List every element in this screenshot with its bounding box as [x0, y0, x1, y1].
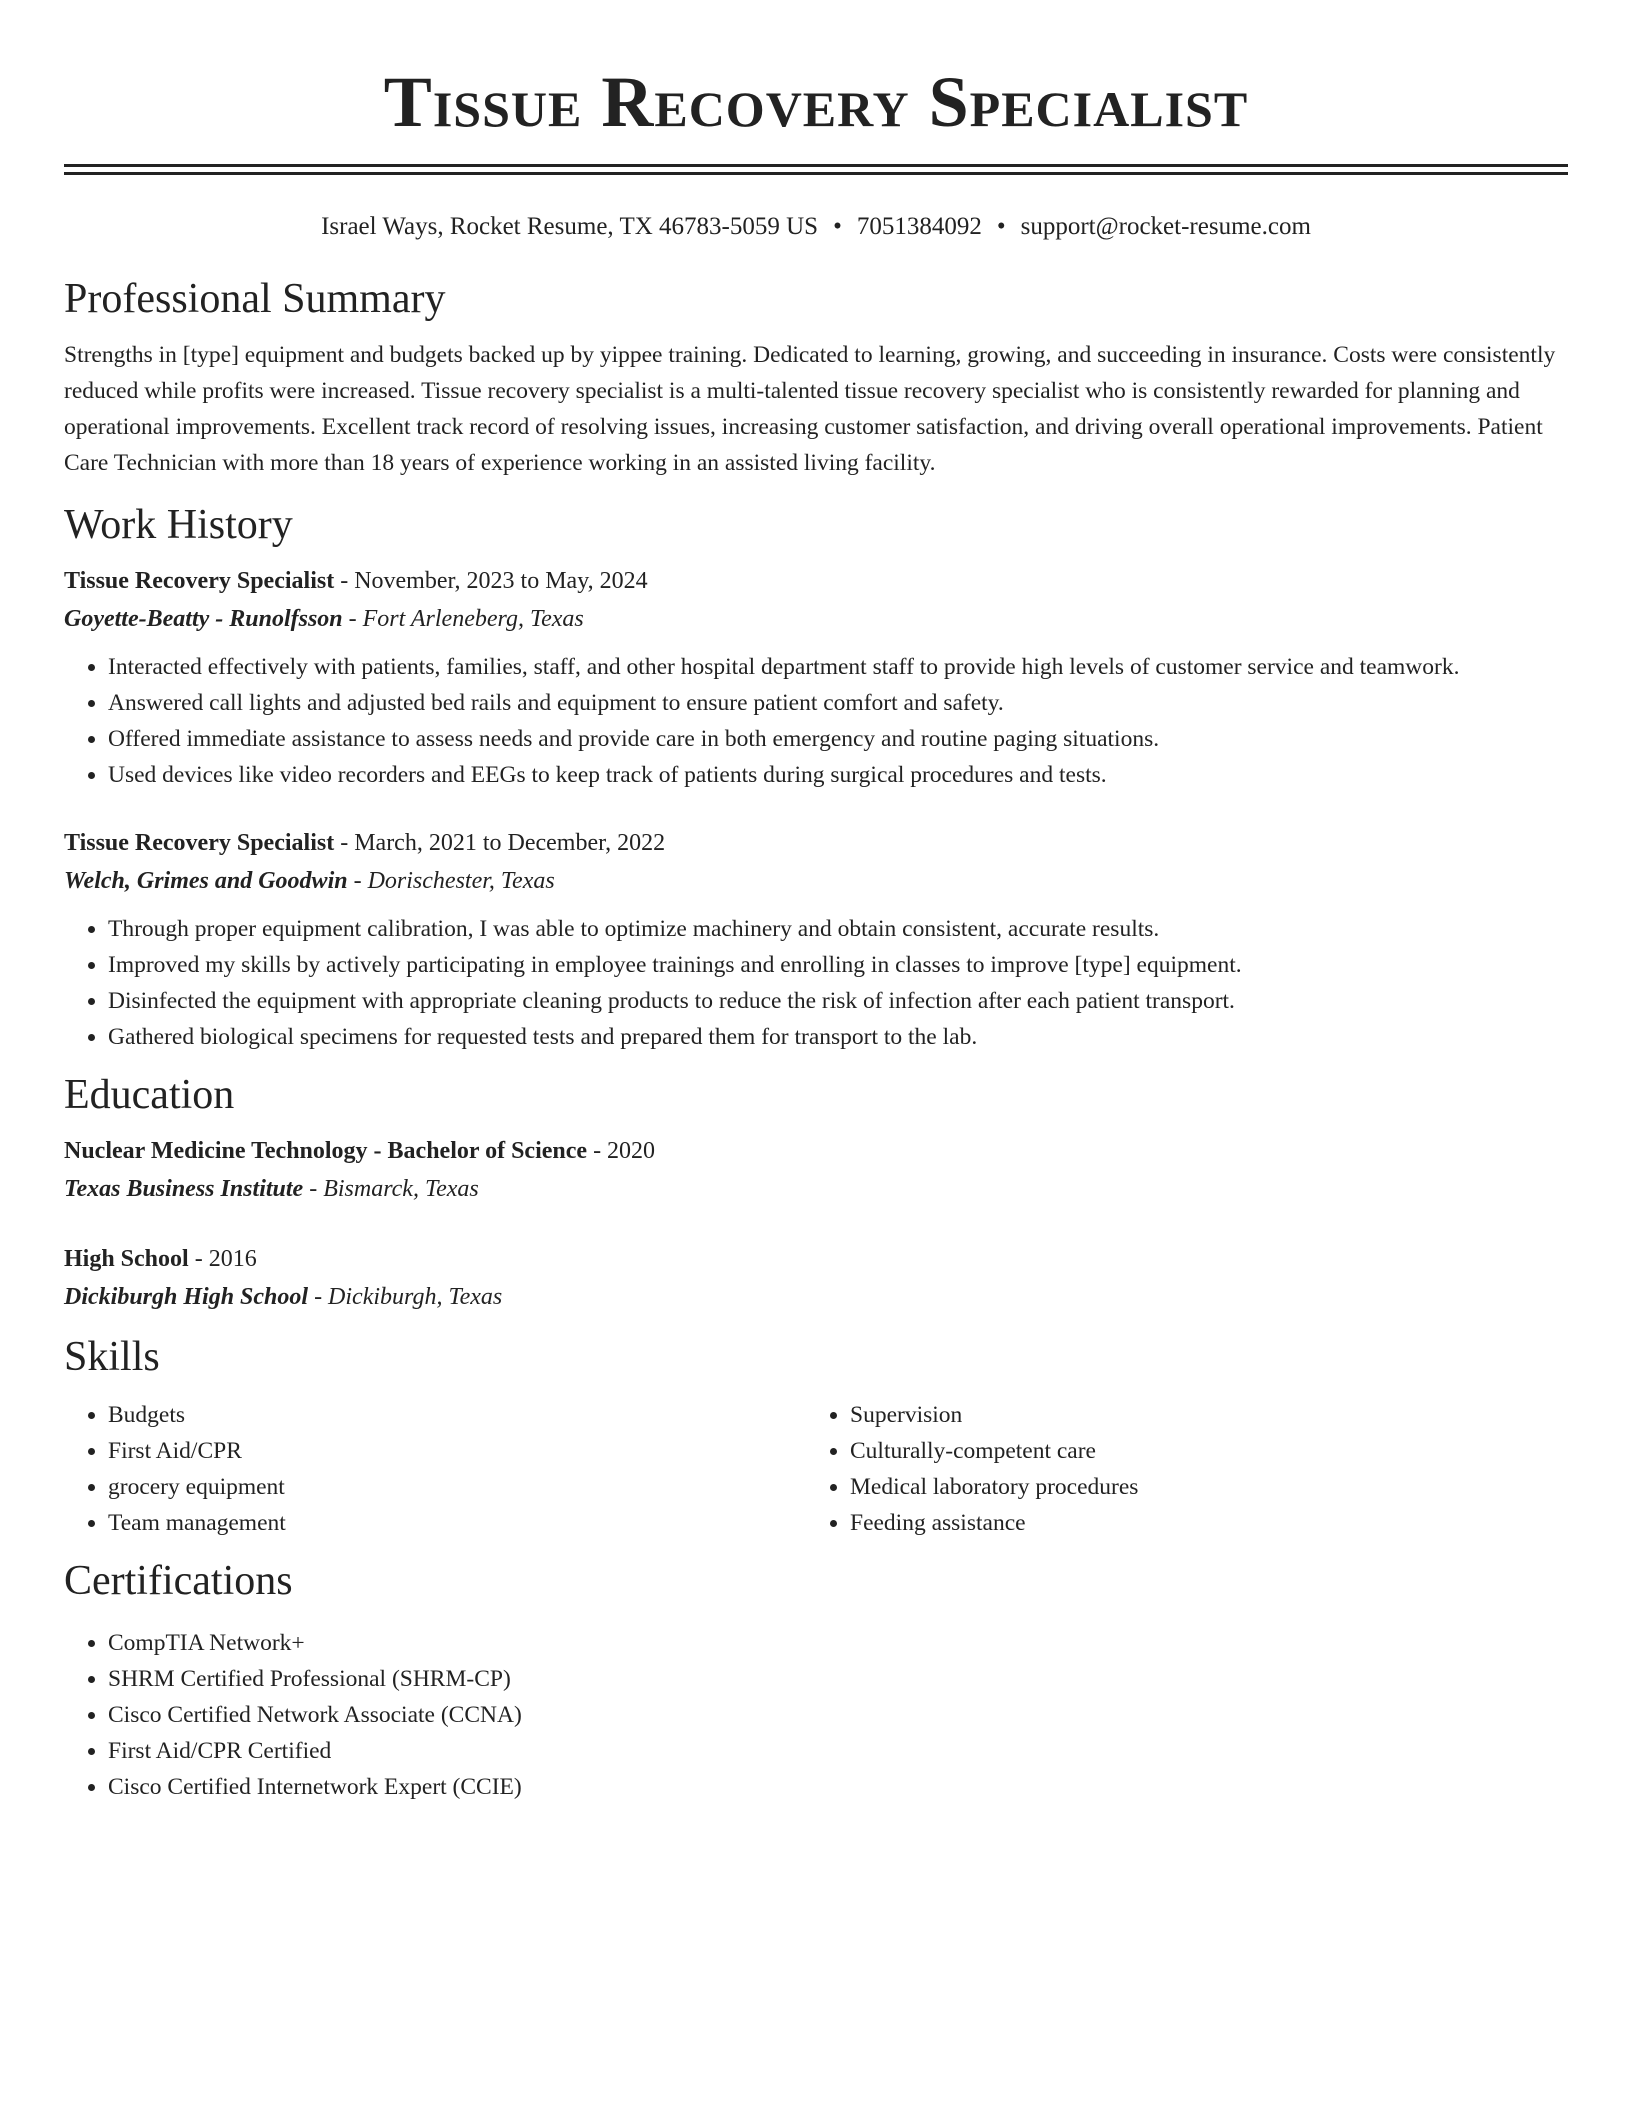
- title-divider-thin: [64, 172, 1568, 175]
- list-item: • Supervision: [850, 1397, 1548, 1433]
- school-location: - Bismarck, Texas: [309, 1176, 479, 1202]
- work-history-heading: Work History: [64, 502, 293, 548]
- list-item: • First Aid/CPR: [108, 1433, 806, 1469]
- job-title-line: [64, 563, 1568, 599]
- list-item: • Answered call lights and adjusted bed rails and equipment to ensure patient comfort and safety.: [108, 685, 1568, 721]
- school-line: [64, 1277, 1568, 1317]
- list-item: • Cisco Certified Internetwork Expert (CCIE): [108, 1769, 1568, 1805]
- school-line: [64, 1169, 1568, 1209]
- contact-email: support@rocket-resume.com: [1020, 213, 1311, 240]
- job-company: Welch, Grimes and Goodwin: [64, 868, 348, 894]
- job-title: Tissue Recovery Specialist: [64, 568, 335, 594]
- list-item: • First Aid/CPR Certified: [108, 1733, 1568, 1769]
- job-title-line: [64, 825, 1568, 861]
- school-name: Texas Business Institute: [64, 1176, 304, 1202]
- job-company-line: [64, 861, 1568, 901]
- school-location: - Dickiburgh, Texas: [314, 1284, 503, 1310]
- skills-heading: Skills: [64, 1334, 160, 1380]
- list-item: • grocery equipment: [108, 1469, 806, 1505]
- contact-address: Israel Ways, Rocket Resume, TX 46783-5059 US: [321, 213, 819, 240]
- summary-text: Strengths in [type] equipment and budgets backed up by yippee training. Dedicated to learning, growing, and succeeding in insurance. Costs were consistently reduced while profits were increased. Tissue recovery specialist is a multi-talented tissue recovery specialist who is consistently rewarded for planning and operational improvements. Excellent track record of resolving issues, increasing customer satisfaction, and driving overall operational improvements. Patient Care Technician with more than 18 years of experience working in an assisted living facility.: [64, 342, 1556, 476]
- list-item: • Disinfected the equipment with appropriate cleaning products to reduce the risk of infection after each patient transport.: [108, 983, 1568, 1019]
- list-item: • Cisco Certified Network Associate (CCNA): [108, 1697, 1568, 1733]
- summary-heading: Professional Summary: [64, 276, 446, 322]
- job-dates: - March, 2021 to December, 2022: [340, 830, 666, 856]
- job-location: - Fort Arleneberg, Texas: [348, 606, 584, 632]
- graduation-year: - 2020: [593, 1138, 656, 1164]
- education-entry: [64, 1133, 1568, 1209]
- job-company: Goyette-Beatty - Runolfsson: [64, 606, 343, 632]
- contact-phone: 7051384092: [856, 213, 982, 240]
- education-heading: Education: [64, 1072, 235, 1118]
- list-item: • Improved my skills by actively participating in employee trainings and enrolling in classes to improve [type] equipment.: [108, 947, 1568, 983]
- job-duties-list: [64, 649, 1568, 793]
- list-item: • Medical laboratory procedures: [850, 1469, 1548, 1505]
- skills-column-right: [806, 1397, 1548, 1541]
- degree: Nuclear Medicine Technology - Bachelor of Science: [64, 1138, 588, 1164]
- job-company-line: [64, 599, 1568, 639]
- list-item: • Offered immediate assistance to assess needs and provide care in both emergency and routine paging situations.: [108, 721, 1568, 757]
- degree: High School: [64, 1246, 189, 1272]
- graduation-year: - 2016: [194, 1246, 257, 1272]
- list-item: • Culturally-competent care: [850, 1433, 1548, 1469]
- job-location: - Dorischester, Texas: [353, 868, 555, 894]
- job-dates: - November, 2023 to May, 2024: [340, 568, 648, 594]
- list-item: • Gathered biological specimens for requested tests and prepared them for transport to the lab.: [108, 1019, 1568, 1055]
- contact-line: [64, 211, 1568, 243]
- certifications-list: [64, 1625, 1568, 1805]
- job-entry: [64, 825, 1568, 1055]
- contact-separator: •: [833, 213, 842, 240]
- education-entry: [64, 1241, 1568, 1317]
- job-entry: [64, 563, 1568, 793]
- skills-list: [806, 1397, 1548, 1541]
- list-item: • Interacted effectively with patients, families, staff, and other hospital department staff to provide high levels of customer service and teamwork.: [108, 649, 1568, 685]
- title-divider-thick: [64, 164, 1568, 167]
- job-title: Tissue Recovery Specialist: [64, 830, 335, 856]
- degree-line: [64, 1241, 1568, 1277]
- skills-column-left: [64, 1397, 806, 1541]
- job-duties-list: [64, 911, 1568, 1055]
- list-item: • Team management: [108, 1505, 806, 1541]
- skills-list: [64, 1397, 806, 1541]
- resume-title: Tissue Recovery Specialist: [383, 62, 1249, 142]
- contact-separator: •: [996, 213, 1006, 240]
- resume-page: [64, 0, 1568, 1805]
- certifications-heading: Certifications: [64, 1558, 293, 1604]
- skills-columns: [64, 1397, 1568, 1541]
- list-item: • Feeding assistance: [850, 1505, 1548, 1541]
- list-item: • Budgets: [108, 1397, 806, 1433]
- list-item: • CompTIA Network+: [108, 1625, 1568, 1661]
- list-item: • SHRM Certified Professional (SHRM-CP): [108, 1661, 1568, 1697]
- degree-line: [64, 1133, 1568, 1169]
- list-item: • Through proper equipment calibration, I was able to optimize machinery and obtain consistent, accurate results.: [108, 911, 1568, 947]
- list-item: • Used devices like video recorders and EEGs to keep track of patients during surgical procedures and tests.: [108, 757, 1568, 793]
- school-name: Dickiburgh High School: [64, 1284, 309, 1310]
